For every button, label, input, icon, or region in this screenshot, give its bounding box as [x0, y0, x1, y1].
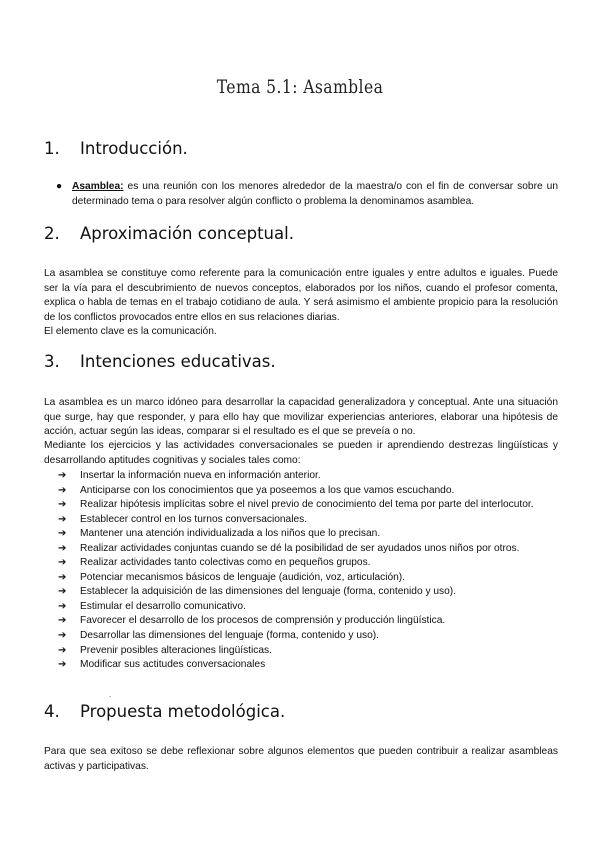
section-title: Aproximación conceptual. — [80, 224, 294, 243]
arrow-icon: ➔ — [58, 644, 67, 656]
list-item: ➔ Realizar actividades conjuntas cuando se dé la posibilidad de ser ayudados unos niños por otros. — [58, 542, 558, 557]
arrow-icon: ➔ — [58, 470, 67, 481]
section-title: Introducción. — [80, 139, 188, 158]
section-title: Propuesta metodológica. — [80, 702, 286, 721]
page-title: Tema 5.1: Asamblea — [216, 76, 384, 98]
arrow-icon: ➔ — [58, 659, 67, 671]
section-heading-propuesta — [44, 702, 285, 721]
section-number: 1. — [44, 139, 60, 158]
definition-term: Asamblea: — [72, 181, 124, 192]
arrow-icon: ➔ — [58, 513, 67, 525]
intenciones-intro-list: Mediante los ejercicios y las actividades conversacionales se pueden ir aprendiendo destrezas lingüísticas y desarrollando aptitudes cognitivas y sociales tales como: — [44, 440, 558, 466]
arrow-icon: ➔ — [58, 630, 67, 642]
section-heading-intenciones — [44, 352, 276, 371]
list-item: ➔ Mantener una atención individualizada a los niños que lo precisan. — [58, 527, 558, 542]
definition-body: es una reunión con los menores alrededor de la maestra/o con el fin de conversar sobre un determinado tema o para resolver algún conflicto o problema la denominamos asamblea. — [72, 181, 558, 207]
definition-bullet — [56, 180, 558, 209]
aproximacion-paragraph: La asamblea se constituye como referente para la comunicación entre iguales y entre adultos e iguales. Puede ser la vía para el descubrimiento de nuevos conceptos, elaborados por los niños, cuando el profesor comenta, explica o habla de temas en el trabajo cotidiano de aula. Y será asimismo el ambiente propicio para la resolución de los conflictos provocados entre ellos en sus relaciones diarias. — [44, 268, 558, 323]
list-item: ➔ Modificar sus actitudes conversacionales — [58, 658, 558, 673]
list-item: ➔ Prevenir posibles alteraciones lingüísticas. — [58, 644, 558, 659]
bullet-icon: ● — [56, 181, 63, 192]
section-number: 3. — [44, 352, 60, 371]
arrow-icon: ➔ — [58, 499, 67, 511]
section-number: 4. — [44, 702, 60, 721]
arrow-icon: ➔ — [58, 528, 67, 540]
list-item: ➔ Potenciar mecanismos básicos de lenguaje (audición, voz, articulación). — [58, 571, 558, 586]
list-item: ➔ Insertar la información nueva en información anterior. — [58, 469, 558, 484]
list-item: ➔ Estimular el desarrollo comunicativo. — [58, 600, 558, 615]
arrow-icon: ➔ — [58, 615, 67, 627]
definition-text — [56, 180, 558, 209]
list-item: ➔ Anticiparse con los conocimientos que ya poseemos a los que vamos escuchando. — [58, 484, 558, 499]
intenciones-paragraph: La asamblea es un marco idóneo para desarrollar la capacidad generalizadora y conceptual. Ante una situación que surge, hay que responder, y para ello hay que movilizar experiencias anteriores, elaborar una hipótesis de acción, actuar según las ideas, comparar si el resultado es el que se preveía o no. — [44, 397, 558, 438]
section-heading-aproximacion — [44, 224, 294, 243]
arrow-icon: ➔ — [58, 600, 67, 612]
section-heading-introduccion — [44, 139, 188, 158]
list-item: ➔ Realizar actividades tanto colectivas como en pequeños grupos. — [58, 556, 558, 571]
arrow-icon: ➔ — [58, 586, 67, 598]
list-item: ➔ Favorecer el desarrollo de los procesos de comprensión y producción lingüística. — [58, 614, 558, 629]
section-number: 2. — [44, 224, 60, 243]
propuesta-paragraph: Para que sea exitoso se debe reflexionar sobre algunos elementos que pueden contribuir a realizar asambleas activas y participativas. — [44, 746, 558, 772]
stray-mark: . — [109, 690, 112, 699]
arrow-icon: ➔ — [58, 542, 67, 554]
arrow-icon: ➔ — [58, 557, 67, 569]
list-item: ➔ Realizar hipótesis implícitas sobre el nivel previo de conocimiento del tema por parte del interlocutor. — [58, 498, 558, 513]
list-item: ➔ Desarrollar las dimensiones del lenguaje (forma, contenido y uso). — [58, 629, 558, 644]
aproximacion-key-sentence: El elemento clave es la comunicación. — [44, 326, 217, 337]
list-item: ➔ Establecer la adquisición de las dimensiones del lenguaje (forma, contenido y uso). — [58, 585, 558, 600]
arrow-icon: ➔ — [58, 571, 67, 583]
aptitudes-list — [58, 469, 558, 673]
list-item: ➔ Establecer control en los turnos conversacionales. — [58, 513, 558, 528]
section-title: Intenciones educativas. — [80, 352, 276, 371]
arrow-icon: ➔ — [58, 484, 67, 496]
